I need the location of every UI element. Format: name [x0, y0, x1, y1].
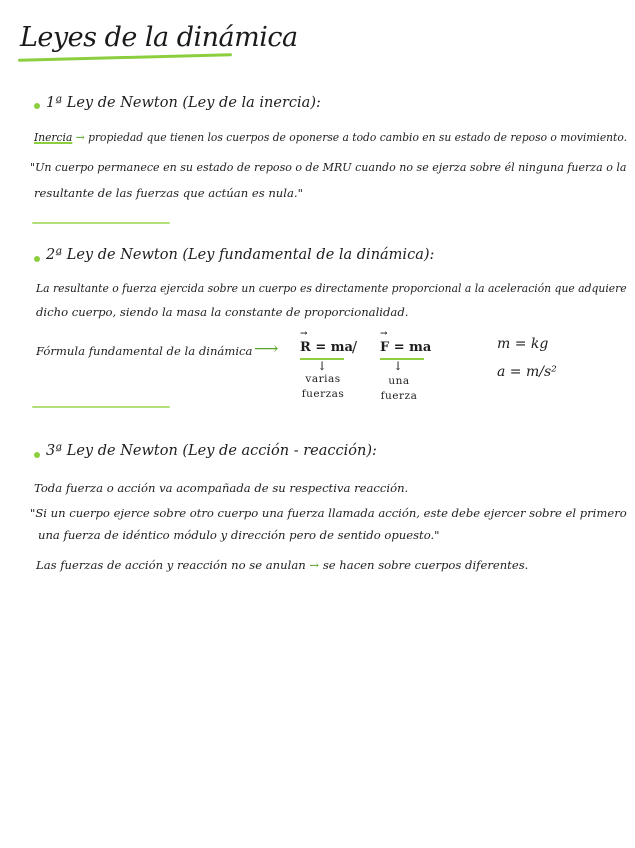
formula-arrow-icon: ⟶	[254, 339, 279, 359]
arrow-right-icon: →	[75, 130, 85, 144]
section1-definition-line	[34, 130, 627, 144]
arrow-right-icon: →	[309, 558, 320, 572]
formula-separator: /	[352, 338, 358, 356]
section2-line1: La resultante o fuerza ejercida sobre un cuerpo es directamente proporcional a la aceleración que adquiere	[36, 281, 627, 295]
bullet-icon	[34, 256, 40, 262]
unit-acceleration: a = m/s²	[497, 364, 557, 380]
section1-quote-line1: "Un cuerpo permanece en su estado de reposo o de MRU cuando no se ejerza sobre él ninguna fuerza o la	[30, 160, 627, 174]
section1-quote-line2: resultante de las fuerzas que actúan es nula."	[34, 186, 303, 200]
section3-line1: Toda fuerza o acción va acompañada de su respectiva reacción.	[34, 481, 409, 495]
page-title: Leyes de la dinámica	[20, 22, 298, 53]
section2-heading: 2ª Ley de Newton (Ley fundamental de la dinámica):	[46, 247, 435, 263]
section3-quote-line2: una fuerza de idéntico módulo y dirección pero de sentido opuesto."	[38, 528, 440, 542]
formula-resultant	[300, 340, 353, 355]
arrow-down-icon: ↓	[316, 359, 328, 373]
formula-label: Fórmula fundamental de la dinámica	[36, 344, 253, 358]
title-underline	[18, 53, 232, 62]
vector-r: → R = ma	[300, 340, 353, 355]
vector-f: → F = ma	[380, 340, 431, 355]
formula-single-force	[380, 340, 431, 355]
section3-quote-line1: "Si un cuerpo ejerce sobre otro cuerpo una fuerza llamada acción, este debe ejercer sobre el primero	[30, 506, 627, 520]
section-divider	[32, 406, 170, 408]
section3-line3	[36, 558, 528, 572]
section3-heading: 3ª Ley de Newton (Ley de acción - reacción):	[46, 443, 377, 459]
bullet-icon	[34, 103, 40, 109]
arrow-down-icon: ↓	[392, 359, 404, 373]
section-divider	[32, 222, 170, 224]
bullet-icon	[34, 452, 40, 458]
unit-mass: m = kg	[497, 336, 549, 352]
section1-heading: 1ª Ley de Newton (Ley de la inercia):	[46, 95, 321, 111]
inercia-term: Inercia	[34, 130, 73, 144]
section2-line2: dicho cuerpo, siendo la masa la constante de proporcionalidad.	[36, 305, 409, 319]
note-una-fuerza: una fuerza	[380, 375, 418, 402]
line3-start: Las fuerzas de acción y reacción no se anulan	[36, 558, 306, 572]
note-varias-fuerzas: varias fuerzas	[301, 373, 345, 400]
line3-end: se hacen sobre cuerpos diferentes.	[322, 558, 529, 572]
inercia-definition: propiedad que tienen los cuerpos de oponerse a todo cambio en su estado de reposo o movimiento.	[88, 130, 628, 144]
